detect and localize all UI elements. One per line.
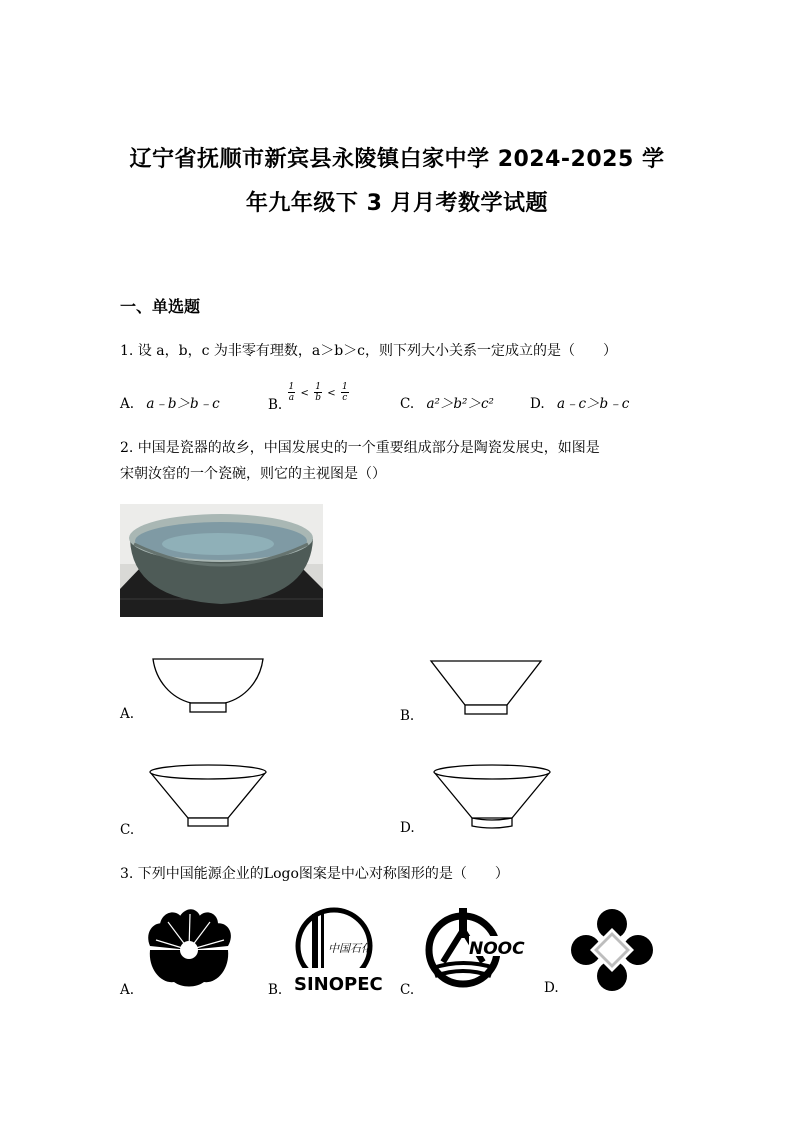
q1-option-a-label: A.: [120, 396, 135, 412]
q2-option-a-bowl[interactable]: [150, 656, 266, 714]
question-3-stem: 3. 下列中国能源企业的Logo图案是中心对称图形的是（ ）: [120, 866, 509, 882]
q1-option-b-label: B.: [268, 397, 283, 413]
q1-option-b[interactable]: [268, 382, 350, 412]
q2-option-d-bowl[interactable]: [430, 760, 554, 828]
question-2-stem-line1: 2. 中国是瓷器的故乡，中国发展史的一个重要组成部分是陶瓷发展史，如图是: [120, 440, 600, 456]
q2-option-b-bowl[interactable]: [428, 658, 544, 716]
q1-b-lt-1: <: [300, 388, 309, 399]
q1-b-frac-a: $\frac{1}{a}$: [288, 382, 295, 403]
q1-option-d[interactable]: [530, 392, 629, 412]
q3-option-a-label[interactable]: A.: [120, 982, 135, 998]
q1-option-c[interactable]: [400, 392, 494, 412]
q3-option-b-logo[interactable]: [292, 906, 383, 995]
q1-option-d-text: a﹣c＞b﹣c: [556, 396, 630, 412]
q3-c-logo-text: NOOC: [469, 939, 525, 959]
q2-option-c-label[interactable]: C.: [120, 822, 135, 838]
q1-option-a-text: a﹣b＞b﹣c: [146, 396, 220, 412]
q3-option-d-label[interactable]: D.: [544, 980, 559, 996]
page-title-line1: 辽宁省抚顺市新宾县永陵镇白家中学 2024-2025 学: [129, 147, 665, 172]
q1-option-d-label: D.: [530, 396, 545, 412]
q3-option-c-label[interactable]: C.: [400, 982, 415, 998]
q1-b-frac-b: $\frac{1}{b}$: [315, 382, 321, 403]
q3-option-d-logo[interactable]: [570, 908, 654, 992]
bowl-photo: [120, 504, 323, 617]
q2-option-a-label[interactable]: A.: [120, 706, 135, 722]
q1-option-c-label: C.: [400, 396, 415, 412]
q3-option-c-logo[interactable]: [425, 906, 525, 994]
q2-option-c-bowl[interactable]: [146, 760, 270, 828]
q1-option-a[interactable]: [120, 392, 220, 412]
q2-option-d-label[interactable]: D.: [400, 820, 415, 836]
question-2-stem-line2: 宋朝汝窑的一个瓷碗，则它的主视图是（）: [120, 466, 386, 482]
q1-b-lt-2: <: [327, 388, 336, 399]
q3-option-a-logo[interactable]: [146, 910, 232, 988]
section-heading: 一、单选题: [120, 297, 201, 316]
q3-b-logo-text: SINOPEC: [294, 974, 383, 995]
q1-b-frac-c: $\frac{1}{c}$: [341, 382, 348, 403]
q1-option-c-text: a²＞b²＞c²: [426, 396, 494, 412]
page-title-line2: 年九年级下 3 月月考数学试题: [245, 191, 549, 216]
question-1-stem: 1. 设 a，b，c 为非零有理数，a＞b＞c，则下列大小关系一定成立的是（ ）: [120, 343, 618, 359]
q2-option-b-label[interactable]: B.: [400, 708, 415, 724]
q3-option-b-label[interactable]: B.: [268, 982, 283, 998]
q3-b-logo-cn: 中国石化: [328, 942, 372, 955]
